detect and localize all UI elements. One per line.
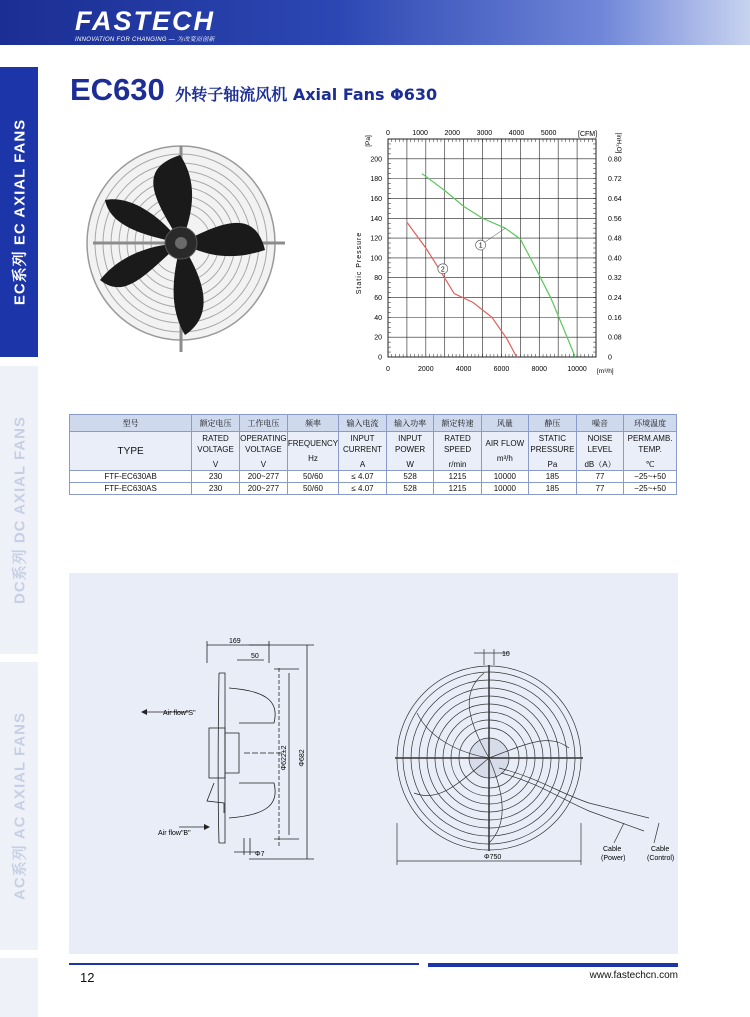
header-en-cell	[576, 432, 623, 471]
dim-750: Φ750	[484, 854, 502, 861]
header-en-label: TYPE	[117, 445, 144, 457]
performance-chart	[350, 125, 640, 380]
chart-y-unit: [Pa]	[365, 135, 372, 147]
chart-x2-unit: [CFM]	[578, 131, 598, 138]
y-tick-label: 100	[370, 255, 382, 263]
x-tick-label: 8000	[531, 366, 548, 373]
table-cell: ≤ 4.07	[339, 471, 387, 483]
header-en-cell	[70, 432, 192, 471]
header-cn-cell: 型号	[70, 415, 192, 432]
x-tick-label: 6000	[493, 366, 510, 373]
front-view-drawing	[389, 643, 675, 873]
series-2-line	[407, 222, 517, 357]
sidebar-tab-extra	[0, 958, 38, 1017]
header-cn-cell: 工作电压	[239, 415, 287, 432]
table-cell: 200~277	[239, 471, 287, 483]
chart-x-unit: [m³/h]	[597, 368, 614, 375]
y-tick-label: 20	[374, 334, 382, 342]
chart-frame	[388, 139, 596, 357]
dim-169: 169	[229, 638, 241, 645]
y2-tick-label: 0.72	[608, 176, 622, 184]
table-cell: −25~+50	[624, 471, 677, 483]
x-tick-label: 10000	[567, 366, 587, 373]
header-bar	[0, 0, 750, 45]
y2-tick-label: 0.08	[608, 334, 622, 342]
y-tick-label: 120	[370, 235, 382, 243]
model-name: EC630	[70, 72, 165, 107]
header-unit: V	[212, 459, 219, 469]
footer-url[interactable]: www.fastechcn.com	[589, 970, 678, 981]
table-cell: 200~277	[239, 483, 287, 495]
x-tick-label: 2000	[418, 366, 434, 373]
dim-682: Φ682	[299, 749, 306, 767]
header-cn-cell: 噪音	[576, 415, 623, 432]
y2-tick-label: 0.48	[608, 235, 622, 243]
table-cell: 230	[192, 471, 240, 483]
header-en-label: PERM.AMB. TEMP.	[627, 433, 673, 454]
y2-tick-label: 0.24	[608, 295, 622, 303]
header-en-label: RATED VOLTAGE	[197, 433, 234, 454]
header-cn-cell: 额定转速	[434, 415, 481, 432]
dim-622: Φ622±2	[281, 745, 288, 771]
table-cell: 77	[576, 471, 623, 483]
brand-logo: FASTECH	[75, 6, 216, 36]
dim-50: 50	[251, 653, 259, 660]
header-en-label: OPERATING VOLTAGE	[240, 433, 287, 454]
header-cn-cell: 风量	[481, 415, 528, 432]
x2-tick-label: 2000	[444, 130, 461, 137]
header-en-label: STATIC PRESSURE	[530, 433, 575, 454]
x2-tick-label: 4000	[508, 130, 525, 137]
y-tick-label: 140	[370, 215, 382, 223]
header-cn-cell: 环境温度	[624, 415, 677, 432]
y-tick-label: 180	[370, 176, 382, 184]
table-cell: 185	[528, 483, 576, 495]
brand-tagline: INNOVATION FOR CHANGING — 为改变而创新	[75, 37, 215, 43]
table-cell: 1215	[434, 483, 481, 495]
footer-rule-left	[69, 963, 419, 965]
header-en-cell	[239, 432, 287, 471]
x2-tick-label: 1000	[412, 130, 428, 137]
header-unit: dB（A）	[584, 459, 616, 469]
header-en-label: RATED SPEED	[443, 433, 472, 454]
y2-tick-label: 0.64	[608, 195, 622, 203]
footer-rule-right	[428, 963, 678, 967]
sidebar-tab-ec[interactable]	[0, 67, 38, 357]
x2-tick-label: 5000	[540, 130, 557, 137]
table-cell: FTF-EC630AS	[70, 483, 192, 495]
dimension-drawing-panel	[69, 573, 678, 954]
header-en-cell	[624, 432, 677, 471]
x2-tick-label: 3000	[476, 130, 493, 137]
cable-power-label: Cable (Power)	[601, 846, 626, 862]
series-2-label: 2	[440, 266, 445, 274]
table-cell: 10000	[481, 483, 528, 495]
header-cn-cell: 静压	[528, 415, 576, 432]
table-cell: 230	[192, 483, 240, 495]
table-cell: FTF-EC630AB	[70, 471, 192, 483]
header-cn-cell: 频率	[287, 415, 338, 432]
table-cell: 1215	[434, 471, 481, 483]
y-tick-label: 40	[374, 314, 382, 322]
table-cell: 77	[576, 483, 623, 495]
x-tick-label: 0	[386, 366, 390, 373]
header-en-cell	[192, 432, 240, 471]
table-cell: 528	[386, 471, 433, 483]
table-row	[70, 471, 677, 483]
y-tick-label: 80	[374, 275, 382, 283]
dim-7: Φ7	[255, 851, 265, 858]
series-1-label: 1	[478, 242, 483, 250]
page-title	[70, 72, 437, 108]
header-cn-cell: 额定电压	[192, 415, 240, 432]
y-tick-label: 200	[370, 156, 382, 164]
header-unit: Pa	[547, 459, 558, 469]
header-en-cell	[339, 432, 387, 471]
header-unit: W	[406, 459, 414, 469]
x-tick-label: 4000	[455, 366, 472, 373]
dim-10: 10	[502, 651, 510, 658]
fan-product-image	[85, 140, 290, 360]
table-cell: 528	[386, 483, 433, 495]
header-unit: V	[260, 459, 267, 469]
table-cell: 185	[528, 471, 576, 483]
table-cell: 50/60	[287, 471, 338, 483]
y2-tick-label: 0.16	[608, 314, 622, 322]
sidebar-tab-dc[interactable]	[0, 366, 38, 654]
y2-tick-label: 0	[608, 354, 612, 362]
header-cn-cell: 输入功率	[386, 415, 433, 432]
table-row	[70, 483, 677, 495]
header-unit: ℃	[645, 459, 655, 469]
header-unit: Hz	[308, 454, 318, 463]
header-unit: r/min	[448, 459, 467, 469]
header-en-label: AIR FLOW	[485, 439, 525, 448]
header-en-label: NOISE LEVEL	[587, 433, 613, 454]
header-en-label: INPUT POWER	[394, 433, 426, 454]
airflow-b-label: Air flow"B"	[158, 830, 191, 837]
cable-control-label: Cable (Control)	[647, 846, 675, 862]
header-en-label: FREQUENCY	[287, 439, 339, 448]
chart-y2-unit: [inH₂O]	[615, 132, 622, 154]
y2-tick-label: 0.40	[608, 255, 622, 263]
x2-tick-label: 0	[386, 130, 390, 137]
header-en-cell	[386, 432, 433, 471]
header-en-cell	[287, 432, 338, 471]
header-en-cell	[528, 432, 576, 471]
airflow-s-label: Air flow"S"	[163, 710, 196, 717]
y2-tick-label: 0.80	[608, 156, 622, 164]
header-unit: m³/h	[496, 454, 513, 463]
y2-tick-label: 0.32	[608, 275, 622, 283]
table-cell: 50/60	[287, 483, 338, 495]
page-number: 12	[80, 970, 95, 985]
chart-ylabel: Static Pressure	[356, 231, 363, 295]
sidebar-tab-dc-label: DC系列 DC AXIAL FANS	[11, 415, 29, 605]
header-unit: A	[359, 459, 366, 469]
table-cell: 10000	[481, 471, 528, 483]
y2-tick-label: 0.56	[608, 215, 622, 223]
header-en-cell	[481, 432, 528, 471]
sidebar-tab-ec-label: EC系列 EC AXIAL FANS	[11, 118, 29, 306]
header-cn-cell: 输入电流	[339, 415, 387, 432]
table-cell: −25~+50	[624, 483, 677, 495]
y-tick-label: 60	[374, 295, 382, 303]
header-en-label: INPUT CURRENT	[342, 433, 383, 454]
y-tick-label: 0	[378, 354, 382, 362]
spec-table	[69, 414, 677, 495]
model-description: 外转子轴流风机 Axial Fans Φ630	[175, 85, 438, 104]
sidebar-tab-ac[interactable]	[0, 662, 38, 950]
y-tick-label: 160	[370, 195, 382, 203]
table-cell: ≤ 4.07	[339, 483, 387, 495]
sidebar-tab-ac-label: AC系列 AC AXIAL FANS	[11, 711, 29, 901]
table-header-en	[70, 432, 677, 471]
table-header-cn	[70, 415, 677, 432]
header-en-cell	[434, 432, 481, 471]
